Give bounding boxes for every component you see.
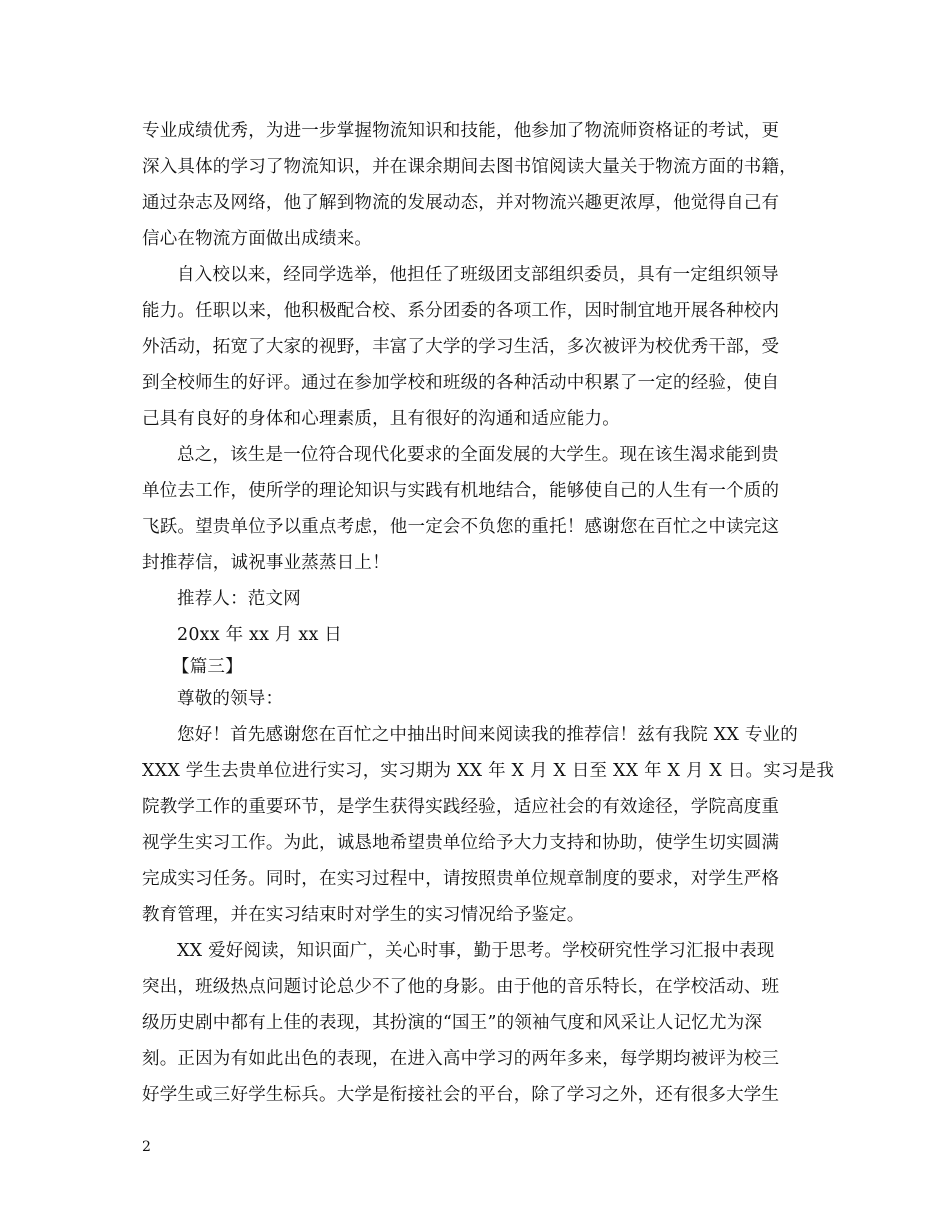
text-line: 通过杂志及网络，他了解到物流的发展动态，并对物流兴趣更浓厚，他觉得自己有 <box>142 193 780 213</box>
salutation: 尊敬的领导： <box>177 689 284 709</box>
text-line: 突出，班级热点问题讨论总少不了他的身影。由于他的音乐特长，在学校活动、班 <box>142 977 780 997</box>
text-line: 己具有良好的身体和心理素质，且有很好的沟通和适应能力。 <box>142 409 620 429</box>
section-heading: 【篇三】 <box>172 657 243 677</box>
text-line: 专业成绩优秀，为进一步掌握物流知识和技能，他参加了物流师资格证的考试，更 <box>142 121 780 141</box>
paragraph-first-line: 您好！首先感谢您在百忙之中抽出时间来阅读我的推荐信！兹有我院 XX 专业的 <box>177 725 798 745</box>
text-line: 教育管理，并在实习结束时对学生的实习情况给予鉴定。 <box>142 905 585 925</box>
text-line: 到全校师生的好评。通过在参加学校和班级的各种活动中积累了一定的经验，使自 <box>142 373 780 393</box>
text-line: 好学生或三好学生标兵。大学是衔接社会的平台，除了学习之外，还有很多大学生 <box>142 1085 780 1105</box>
recommender-line: 推荐人：范文网 <box>177 589 301 609</box>
text-line: 刻。正因为有如此出色的表现，在进入高中学习的两年多来，每学期均被评为校三 <box>142 1049 780 1069</box>
page-number: 2 <box>142 1139 151 1155</box>
paragraph-first-line: 自入校以来，经同学选举，他担任了班级团支部组织委员，具有一定组织领导 <box>177 265 779 285</box>
text-line: 视学生实习工作。为此，诚恳地希望贵单位给予大力支持和协助，使学生切实圆满 <box>142 833 780 853</box>
text-line: 完成实习任务。同时，在实习过程中，请按照贵单位规章制度的要求，对学生严格 <box>142 869 780 889</box>
text-line: 飞跃。望贵单位予以重点考虑，他一定会不负您的重托！感谢您在百忙之中读完这 <box>142 517 780 537</box>
text-line: 单位去工作，使所学的理论知识与实践有机地结合，能够使自己的人生有一个质的 <box>142 481 780 501</box>
text-line: 能力。任职以来，他积极配合校、系分团委的各项工作，因时制宜地开展各种校内 <box>142 301 780 321</box>
text-line: 院教学工作的重要环节，是学生获得实践经验，适应社会的有效途径，学院高度重 <box>142 797 780 817</box>
text-line: 级历史剧中都有上佳的表现，其扮演的“国王”的领袖气度和风采让人记忆尤为深 <box>142 1013 763 1033</box>
text-line: XXX 学生去贵单位进行实习，实习期为 XX 年 X 月 X 日至 XX 年 X 月 X 日。实习是我 <box>142 761 835 781</box>
text-line: 封推荐信，诚祝事业蒸蒸日上！ <box>142 553 390 573</box>
text-line: 信心在物流方面做出成绩来。 <box>142 229 373 249</box>
paragraph-first-line: XX 爱好阅读，知识面广，关心时事，勤于思考。学校研究性学习汇报中表现 <box>177 941 775 961</box>
text-line: 外活动，拓宽了大家的视野，丰富了大学的学习生活，多次被评为校优秀干部，受 <box>142 337 780 357</box>
text-line: 深入具体的学习了物流知识，并在课余期间去图书馆阅读大量关于物流方面的书籍， <box>142 157 797 177</box>
date-line: 20xx 年 xx 月 xx 日 <box>177 625 342 645</box>
paragraph-first-line: 总之，该生是一位符合现代化要求的全面发展的大学生。现在该生渴求能到贵 <box>177 445 779 465</box>
